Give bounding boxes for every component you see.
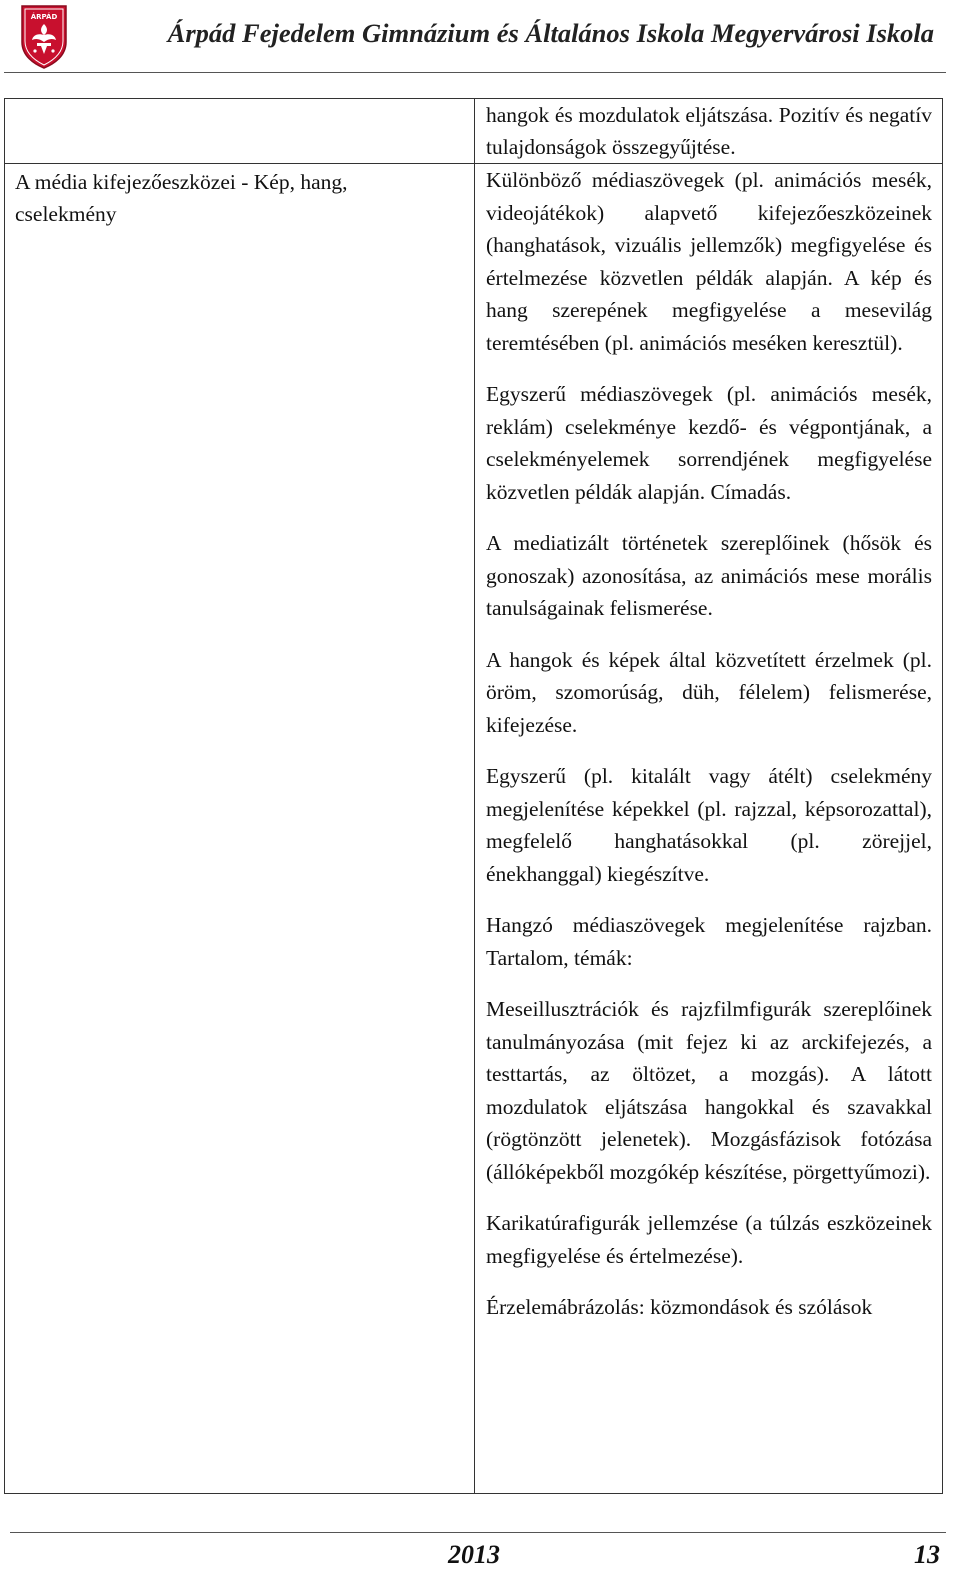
footer-divider [10, 1532, 946, 1533]
table-cell-empty [5, 99, 475, 164]
school-name-title: Árpád Fejedelem Gimnázium és Általános Iskola Megyervárosi Iskola [167, 18, 934, 48]
activity-paragraph: Meseillusztrációk és rajzfilmfigurák szereplőinek tanulmányozása (mit fejez ki az arckifejezés, a testtartás, az öltözet, a mozgás). A látott mozdulatok eljátszása hangokkal és szavakkal (rögtönzött jelenetek). Mozgásfázisok fotózása (állóképekből mozgókép készítése, pörgettyűmozi). [486, 997, 932, 1184]
curriculum-table [4, 98, 943, 1494]
activity-paragraph: Egyszerű médiaszövegek (pl. animációs mesék, reklám) cselekménye kezdő- és végpontjának, a cselekményelemek sorrendjének megfigyelése közvetlen példák alapján. Címadás. [486, 382, 932, 504]
table-row [5, 99, 943, 164]
header-divider [4, 72, 946, 73]
activity-paragraph: A hangok és képek által közvetített érzelmek (pl. öröm, szomorúság, düh, félelem) felismerése, kifejezése. [486, 647, 932, 737]
page-header [0, 0, 960, 76]
footer-year: 2013 [448, 1540, 500, 1569]
activity-paragraph: Érzelemábrázolás: közmondások és szólások [486, 1295, 873, 1319]
crest-lettering: ÁRPÁD [30, 13, 58, 21]
activity-paragraph: A mediatizált történetek szereplőinek (hősök és gonoszak) azonosítása, az animációs mese morális tanulságainak felismerése. [486, 531, 932, 620]
activity-paragraph: Hangzó médiaszövegek megjelenítése rajzban. Tartalom, témák: [486, 913, 932, 970]
activity-paragraph: Karikatúrafigurák jellemzése (a túlzás eszközeinek megfigyelése és értelmezése). [486, 1211, 932, 1268]
table-row [5, 164, 943, 1494]
activity-paragraph: Egyszerű (pl. kitalált vagy átélt) cselekmény megjelenítése képekkel (pl. rajzzal, képsorozattal), megfelelő hanghatásokkal (pl. zörejjel, énekhanggal) kiegészítve. [486, 764, 932, 886]
school-crest-icon [20, 4, 68, 70]
topic-title: A média kifejezőeszközei - Kép, hang, cselekmény [15, 170, 348, 226]
continuation-text: hangok és mozdulatok eljátszása. Pozitív és negatív tulajdonságok összegyűjtése. [486, 103, 932, 159]
topic-cell [5, 164, 475, 1494]
table-cell-continuation [475, 99, 943, 164]
page-number: 13 [914, 1540, 940, 1569]
activities-cell [475, 164, 943, 1494]
activity-paragraph: Különböző médiaszövegek (pl. animációs mesék, videojátékok) alapvető kifejezőeszközeinek (hanghatások, vizuális jellemzők) megfigyelése és értelmezése közvetlen példák alapján. A kép és hang szerepének megfigyelése a mesevilág teremtésében (pl. animációs meséken keresztül). [486, 168, 932, 355]
